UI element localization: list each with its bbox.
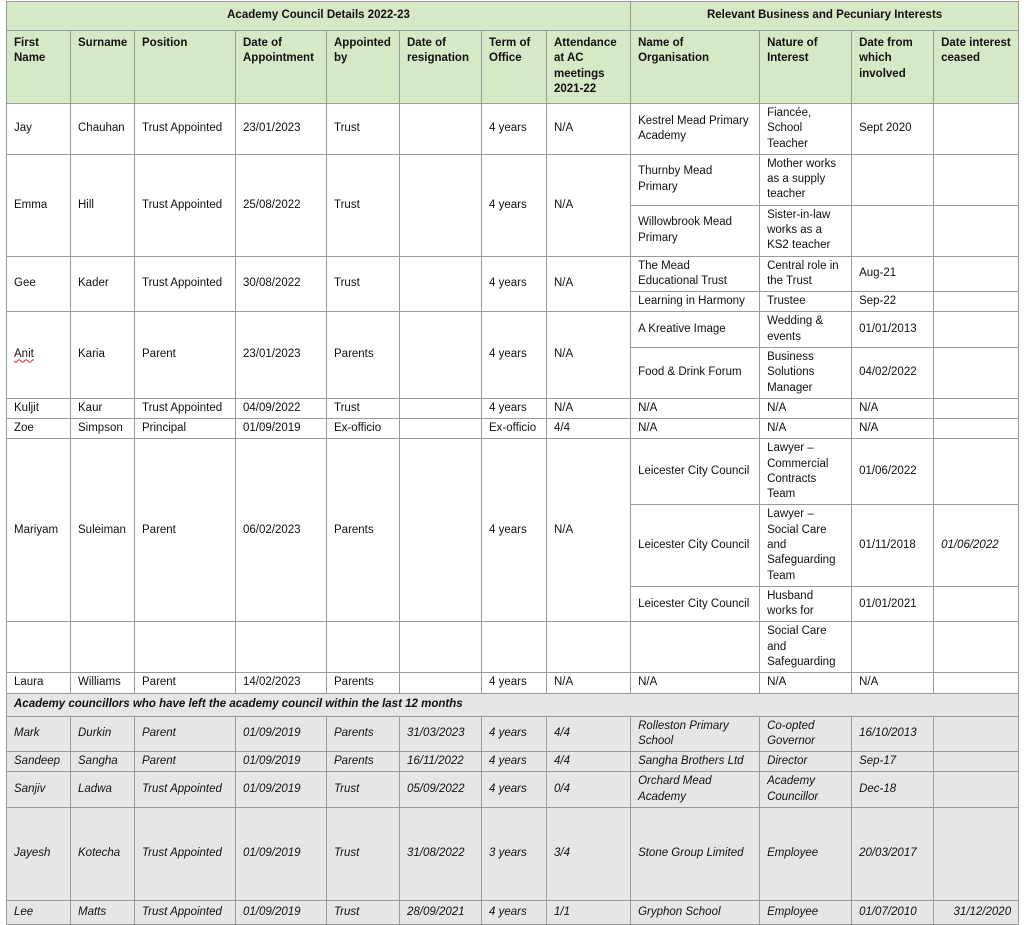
cell-nature: Social Care and Safeguarding	[760, 622, 852, 673]
cell-term: 4 years	[482, 439, 547, 622]
table-row	[7, 716, 1019, 752]
continuation-row	[7, 622, 1019, 673]
table-row	[7, 439, 1019, 505]
cell-empty	[547, 622, 631, 673]
cell-attendance: 0/4	[547, 772, 631, 808]
cell-date-ceased	[934, 312, 1019, 348]
cell-attendance: N/A	[547, 154, 631, 256]
table-row	[7, 673, 1019, 693]
cell-surname: Matts	[71, 900, 135, 924]
cell-date-ceased	[934, 347, 1019, 398]
cell-appointed: 01/09/2019	[236, 900, 327, 924]
cell-resigned	[400, 398, 482, 418]
cell-date-from: 01/01/2013	[852, 312, 934, 348]
cell-date-ceased	[934, 752, 1019, 772]
cell-organisation: Kestrel Mead Primary Academy	[631, 104, 760, 155]
cell-surname: Kotecha	[71, 807, 135, 900]
cell-position: Trust Appointed	[135, 104, 236, 155]
cell-position: Trust Appointed	[135, 772, 236, 808]
cell-appointed-by: Parents	[327, 752, 400, 772]
col-surname: Surname	[71, 31, 135, 104]
cell-nature: Employee	[760, 900, 852, 924]
cell-nature: Mother works as a supply teacher	[760, 154, 852, 205]
cell-surname: Sangha	[71, 752, 135, 772]
cell-date-ceased	[934, 104, 1019, 155]
table-row	[7, 104, 1019, 155]
cell-first-name: Laura	[7, 673, 71, 693]
left-section-title: Academy councillors who have left the academy council within the last 12 months	[7, 693, 1019, 716]
cell-resigned	[400, 673, 482, 693]
cell-nature: Fiancée, School Teacher	[760, 104, 852, 155]
cell-appointed-by: Trust	[327, 807, 400, 900]
cell-organisation: N/A	[631, 398, 760, 418]
cell-surname: Durkin	[71, 716, 135, 752]
cell-attendance: 1/1	[547, 900, 631, 924]
cell-appointed: 14/02/2023	[236, 673, 327, 693]
cell-attendance: N/A	[547, 398, 631, 418]
cell-surname: Suleiman	[71, 439, 135, 622]
cell-date-ceased	[934, 256, 1019, 292]
cell-term: 3 years	[482, 807, 547, 900]
cell-surname: Williams	[71, 673, 135, 693]
cell-surname: Kaur	[71, 398, 135, 418]
cell-empty	[7, 622, 71, 673]
cell-appointed-by: Parents	[327, 312, 400, 398]
col-first-name: First Name	[7, 31, 71, 104]
cell-date-ceased: 31/12/2020	[934, 900, 1019, 924]
cell-date-from: Dec-18	[852, 772, 934, 808]
cell-nature: N/A	[760, 673, 852, 693]
cell-first-name: Gee	[7, 256, 71, 312]
cell-term: 4 years	[482, 673, 547, 693]
cell-appointed: 01/09/2019	[236, 807, 327, 900]
cell-empty	[236, 622, 327, 673]
cell-nature: Sister-in-law works as a KS2 teacher	[760, 205, 852, 256]
cell-position: Trust Appointed	[135, 154, 236, 256]
cell-organisation: Leicester City Council	[631, 505, 760, 586]
cell-empty	[135, 622, 236, 673]
section-academy-council: Academy Council Details 2022-23	[7, 2, 631, 31]
cell-attendance: 4/4	[547, 716, 631, 752]
cell-nature: Wedding & events	[760, 312, 852, 348]
cell-appointed: 30/08/2022	[236, 256, 327, 312]
cell-first-name: Sandeep	[7, 752, 71, 772]
cell-attendance: 3/4	[547, 807, 631, 900]
cell-organisation: N/A	[631, 673, 760, 693]
cell-appointed: 23/01/2023	[236, 312, 327, 398]
cell-empty	[934, 622, 1019, 673]
cell-position: Parent	[135, 673, 236, 693]
col-date-of-resignation: Date of resignation	[400, 31, 482, 104]
cell-date-ceased	[934, 292, 1019, 312]
cell-appointed-by: Trust	[327, 772, 400, 808]
cell-first-name: Kuljit	[7, 398, 71, 418]
cell-organisation: Willowbrook Mead Primary	[631, 205, 760, 256]
cell-attendance: N/A	[547, 256, 631, 312]
cell-resigned: 31/08/2022	[400, 807, 482, 900]
cell-resigned	[400, 419, 482, 439]
cell-date-from: Sep-22	[852, 292, 934, 312]
cell-position: Trust Appointed	[135, 256, 236, 312]
cell-resigned	[400, 104, 482, 155]
cell-appointed: 01/09/2019	[236, 419, 327, 439]
cell-appointed-by: Ex-officio	[327, 419, 400, 439]
cell-date-ceased	[934, 419, 1019, 439]
cell-nature: Central role in the Trust	[760, 256, 852, 292]
cell-first-name: Jayesh	[7, 807, 71, 900]
cell-attendance: N/A	[547, 104, 631, 155]
cell-first-name: Sanjiv	[7, 772, 71, 808]
cell-nature: Lawyer – Social Care and Safeguarding Team	[760, 505, 852, 586]
cell-nature: Academy Councillor	[760, 772, 852, 808]
cell-surname: Kader	[71, 256, 135, 312]
cell-resigned	[400, 312, 482, 398]
cell-organisation: Learning in Harmony	[631, 292, 760, 312]
col-attendance: Attendance at AC meetings 2021-22	[547, 31, 631, 104]
cell-first-name: Jay	[7, 104, 71, 155]
cell-organisation: Gryphon School	[631, 900, 760, 924]
cell-position: Trust Appointed	[135, 398, 236, 418]
cell-empty	[71, 622, 135, 673]
table-row	[7, 312, 1019, 348]
cell-position: Trust Appointed	[135, 900, 236, 924]
cell-first-name: Emma	[7, 154, 71, 256]
cell-appointed-by: Trust	[327, 154, 400, 256]
cell-empty	[400, 622, 482, 673]
cell-date-ceased	[934, 398, 1019, 418]
cell-term: 4 years	[482, 398, 547, 418]
cell-date-ceased	[934, 716, 1019, 752]
cell-resigned	[400, 154, 482, 256]
cell-organisation: Thurnby Mead Primary	[631, 154, 760, 205]
cell-attendance: 4/4	[547, 752, 631, 772]
cell-date-from: N/A	[852, 398, 934, 418]
cell-term: 4 years	[482, 256, 547, 312]
cell-term: 4 years	[482, 104, 547, 155]
col-date-of-appointment: Date of Appointment	[236, 31, 327, 104]
cell-appointed-by: Parents	[327, 716, 400, 752]
cell-surname: Simpson	[71, 419, 135, 439]
col-date-ceased: Date interest ceased	[934, 31, 1019, 104]
table-row	[7, 154, 1019, 205]
cell-date-ceased	[934, 772, 1019, 808]
cell-empty	[327, 622, 400, 673]
cell-date-from: 01/11/2018	[852, 505, 934, 586]
cell-date-from: N/A	[852, 673, 934, 693]
cell-appointed: 25/08/2022	[236, 154, 327, 256]
cell-resigned	[400, 256, 482, 312]
col-name-of-organisation: Name of Organisation	[631, 31, 760, 104]
cell-appointed-by: Parents	[327, 673, 400, 693]
cell-organisation: Food & Drink Forum	[631, 347, 760, 398]
table-row	[7, 900, 1019, 924]
cell-date-from: N/A	[852, 419, 934, 439]
cell-first-name	[7, 312, 71, 398]
col-term-of-office: Term of Office	[482, 31, 547, 104]
cell-appointed: 01/09/2019	[236, 716, 327, 752]
cell-appointed-by: Trust	[327, 398, 400, 418]
cell-date-ceased	[934, 807, 1019, 900]
cell-date-from: Sept 2020	[852, 104, 934, 155]
cell-resigned	[400, 439, 482, 622]
cell-date-from: Sep-17	[852, 752, 934, 772]
cell-date-from: 01/07/2010	[852, 900, 934, 924]
cell-organisation: Rolleston Primary School	[631, 716, 760, 752]
cell-appointed: 01/09/2019	[236, 772, 327, 808]
col-nature-of-interest: Nature of Interest	[760, 31, 852, 104]
cell-nature: Lawyer – Commercial Contracts Team	[760, 439, 852, 505]
cell-nature: Director	[760, 752, 852, 772]
cell-appointed: 23/01/2023	[236, 104, 327, 155]
cell-organisation: A Kreative Image	[631, 312, 760, 348]
cell-term: 4 years	[482, 900, 547, 924]
cell-empty	[852, 622, 934, 673]
cell-date-from: 01/06/2022	[852, 439, 934, 505]
cell-date-ceased	[934, 586, 1019, 622]
cell-appointed: 06/02/2023	[236, 439, 327, 622]
cell-date-ceased	[934, 439, 1019, 505]
cell-organisation: Sangha Brothers Ltd	[631, 752, 760, 772]
cell-organisation: The Mead Educational Trust	[631, 256, 760, 292]
cell-appointed-by: Trust	[327, 104, 400, 155]
cell-date-from	[852, 205, 934, 256]
cell-resigned: 16/11/2022	[400, 752, 482, 772]
table-row	[7, 772, 1019, 808]
column-header-row	[7, 31, 1019, 104]
cell-attendance: 4/4	[547, 419, 631, 439]
cell-date-ceased: 01/06/2022	[934, 505, 1019, 586]
cell-first-name: Zoe	[7, 419, 71, 439]
cell-position: Parent	[135, 439, 236, 622]
cell-appointed: 01/09/2019	[236, 752, 327, 772]
section-header-row	[7, 2, 1019, 31]
cell-date-ceased	[934, 205, 1019, 256]
cell-position: Trust Appointed	[135, 807, 236, 900]
cell-first-name: Lee	[7, 900, 71, 924]
cell-appointed: 04/09/2022	[236, 398, 327, 418]
cell-attendance: N/A	[547, 673, 631, 693]
cell-position: Parent	[135, 752, 236, 772]
col-appointed-by: Appointed by	[327, 31, 400, 104]
cell-organisation: Leicester City Council	[631, 586, 760, 622]
cell-attendance: N/A	[547, 312, 631, 398]
cell-nature: Trustee	[760, 292, 852, 312]
cell-term: 4 years	[482, 772, 547, 808]
col-position: Position	[135, 31, 236, 104]
cell-term: 4 years	[482, 752, 547, 772]
cell-empty	[631, 622, 760, 673]
table-row	[7, 752, 1019, 772]
cell-first-name: Mark	[7, 716, 71, 752]
cell-position: Principal	[135, 419, 236, 439]
cell-term: 4 years	[482, 716, 547, 752]
cell-nature: N/A	[760, 419, 852, 439]
cell-nature: Husband works for	[760, 586, 852, 622]
col-date-from: Date from which involved	[852, 31, 934, 104]
cell-organisation: Leicester City Council	[631, 439, 760, 505]
cell-term: 4 years	[482, 312, 547, 398]
cell-appointed-by: Trust	[327, 900, 400, 924]
council-table	[6, 1, 1019, 925]
cell-organisation: Orchard Mead Academy	[631, 772, 760, 808]
cell-date-ceased	[934, 154, 1019, 205]
cell-nature: Co-opted Governor	[760, 716, 852, 752]
section-interests: Relevant Business and Pecuniary Interests	[631, 2, 1019, 31]
cell-surname: Ladwa	[71, 772, 135, 808]
cell-resigned: 28/09/2021	[400, 900, 482, 924]
cell-attendance: N/A	[547, 439, 631, 622]
first-name-text: Anit	[14, 348, 34, 361]
table-row	[7, 256, 1019, 292]
cell-date-from	[852, 154, 934, 205]
cell-term: Ex-officio	[482, 419, 547, 439]
left-section-band	[7, 693, 1019, 716]
table-row	[7, 807, 1019, 900]
cell-position: Parent	[135, 716, 236, 752]
cell-nature: Business Solutions Manager	[760, 347, 852, 398]
cell-position: Parent	[135, 312, 236, 398]
cell-appointed-by: Parents	[327, 439, 400, 622]
cell-surname: Chauhan	[71, 104, 135, 155]
cell-surname: Karia	[71, 312, 135, 398]
table-row	[7, 419, 1019, 439]
table-row	[7, 398, 1019, 418]
cell-date-from: 20/03/2017	[852, 807, 934, 900]
cell-date-from: 01/01/2021	[852, 586, 934, 622]
cell-term: 4 years	[482, 154, 547, 256]
cell-date-from: 04/02/2022	[852, 347, 934, 398]
cell-nature: Employee	[760, 807, 852, 900]
document-page	[6, 1, 1018, 918]
cell-resigned: 31/03/2023	[400, 716, 482, 752]
cell-date-from: 16/10/2013	[852, 716, 934, 752]
cell-appointed-by: Trust	[327, 256, 400, 312]
cell-date-ceased	[934, 673, 1019, 693]
cell-first-name: Mariyam	[7, 439, 71, 622]
cell-resigned: 05/09/2022	[400, 772, 482, 808]
cell-nature: N/A	[760, 398, 852, 418]
cell-surname: Hill	[71, 154, 135, 256]
cell-organisation: N/A	[631, 419, 760, 439]
cell-date-from: Aug-21	[852, 256, 934, 292]
cell-organisation: Stone Group Limited	[631, 807, 760, 900]
cell-empty	[482, 622, 547, 673]
